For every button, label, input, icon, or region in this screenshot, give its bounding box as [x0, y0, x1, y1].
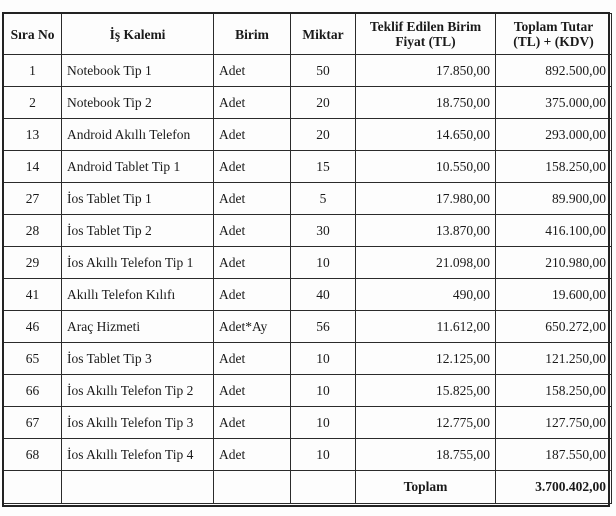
header-toplam-tutar: Toplam Tutar (TL) + (KDV) [496, 14, 612, 55]
cell-birim-fiyat: 18.755,00 [356, 439, 496, 471]
cell-miktar: 10 [291, 247, 356, 279]
header-sira-no: Sıra No [4, 14, 62, 55]
cell-toplam-tutar: 293.000,00 [496, 119, 612, 151]
table-row [4, 183, 612, 215]
cell-sira-no: 28 [4, 215, 62, 247]
total-row [4, 471, 612, 504]
cell-birim: Adet [214, 119, 291, 151]
table-row [4, 87, 612, 119]
cell-toplam-tutar: 121.250,00 [496, 343, 612, 375]
cell-sira-no: 1 [4, 55, 62, 87]
header-is-kalemi: İş Kalemi [62, 14, 214, 55]
table-row [4, 407, 612, 439]
total-empty-cell [291, 471, 356, 504]
cell-birim: Adet [214, 407, 291, 439]
cell-miktar: 56 [291, 311, 356, 343]
cell-sira-no: 27 [4, 183, 62, 215]
cell-birim: Adet*Ay [214, 311, 291, 343]
cell-birim: Adet [214, 55, 291, 87]
cell-toplam-tutar: 210.980,00 [496, 247, 612, 279]
cell-is-kalemi: İos Akıllı Telefon Tip 3 [62, 407, 214, 439]
cell-birim: Adet [214, 151, 291, 183]
cell-birim-fiyat: 490,00 [356, 279, 496, 311]
table-row [4, 311, 612, 343]
cell-is-kalemi: İos Tablet Tip 3 [62, 343, 214, 375]
cell-birim: Adet [214, 215, 291, 247]
cell-toplam-tutar: 416.100,00 [496, 215, 612, 247]
cell-toplam-tutar: 375.000,00 [496, 87, 612, 119]
cell-is-kalemi: İos Tablet Tip 1 [62, 183, 214, 215]
table-row [4, 343, 612, 375]
cell-miktar: 5 [291, 183, 356, 215]
cell-sira-no: 13 [4, 119, 62, 151]
cell-is-kalemi: İos Akıllı Telefon Tip 1 [62, 247, 214, 279]
cell-birim: Adet [214, 375, 291, 407]
header-birim: Birim [214, 14, 291, 55]
table-row [4, 439, 612, 471]
total-label: Toplam [356, 471, 496, 504]
cell-toplam-tutar: 89.900,00 [496, 183, 612, 215]
table-row [4, 215, 612, 247]
total-empty-cell [214, 471, 291, 504]
cell-sira-no: 65 [4, 343, 62, 375]
cell-miktar: 30 [291, 215, 356, 247]
cell-birim-fiyat: 21.098,00 [356, 247, 496, 279]
cell-toplam-tutar: 158.250,00 [496, 375, 612, 407]
cell-toplam-tutar: 650.272,00 [496, 311, 612, 343]
cell-toplam-tutar: 158.250,00 [496, 151, 612, 183]
cell-birim-fiyat: 17.850,00 [356, 55, 496, 87]
cell-birim-fiyat: 10.550,00 [356, 151, 496, 183]
cell-miktar: 10 [291, 407, 356, 439]
price-offer-table [3, 13, 612, 504]
cell-sira-no: 66 [4, 375, 62, 407]
header-birim-fiyat: Teklif Edilen Birim Fiyat (TL) [356, 14, 496, 55]
cell-birim-fiyat: 18.750,00 [356, 87, 496, 119]
table-row [4, 247, 612, 279]
header-miktar: Miktar [291, 14, 356, 55]
cell-is-kalemi: Android Akıllı Telefon [62, 119, 214, 151]
cell-birim-fiyat: 15.825,00 [356, 375, 496, 407]
cell-miktar: 50 [291, 55, 356, 87]
total-value: 3.700.402,00 [496, 471, 612, 504]
table-header-row [4, 14, 612, 55]
cell-birim: Adet [214, 279, 291, 311]
cell-birim-fiyat: 11.612,00 [356, 311, 496, 343]
cell-birim-fiyat: 14.650,00 [356, 119, 496, 151]
cell-miktar: 10 [291, 439, 356, 471]
cell-sira-no: 68 [4, 439, 62, 471]
cell-birim-fiyat: 12.125,00 [356, 343, 496, 375]
cell-is-kalemi: İos Akıllı Telefon Tip 4 [62, 439, 214, 471]
cell-miktar: 15 [291, 151, 356, 183]
cell-birim-fiyat: 17.980,00 [356, 183, 496, 215]
cell-is-kalemi: Notebook Tip 2 [62, 87, 214, 119]
cell-miktar: 10 [291, 343, 356, 375]
cell-sira-no: 2 [4, 87, 62, 119]
cell-birim: Adet [214, 343, 291, 375]
cell-is-kalemi: Akıllı Telefon Kılıfı [62, 279, 214, 311]
table-body [4, 55, 612, 471]
cell-birim: Adet [214, 247, 291, 279]
cell-birim-fiyat: 13.870,00 [356, 215, 496, 247]
cell-birim: Adet [214, 87, 291, 119]
table-row [4, 279, 612, 311]
cell-miktar: 10 [291, 375, 356, 407]
cell-is-kalemi: İos Akıllı Telefon Tip 2 [62, 375, 214, 407]
cell-miktar: 20 [291, 119, 356, 151]
total-empty-cell [62, 471, 214, 504]
table-row [4, 375, 612, 407]
cell-is-kalemi: İos Tablet Tip 2 [62, 215, 214, 247]
cell-is-kalemi: Android Tablet Tip 1 [62, 151, 214, 183]
cell-birim-fiyat: 12.775,00 [356, 407, 496, 439]
cell-toplam-tutar: 187.550,00 [496, 439, 612, 471]
cell-sira-no: 29 [4, 247, 62, 279]
cell-birim: Adet [214, 439, 291, 471]
cell-toplam-tutar: 127.750,00 [496, 407, 612, 439]
cell-is-kalemi: Araç Hizmeti [62, 311, 214, 343]
cell-sira-no: 41 [4, 279, 62, 311]
cell-toplam-tutar: 892.500,00 [496, 55, 612, 87]
cell-miktar: 40 [291, 279, 356, 311]
cell-sira-no: 67 [4, 407, 62, 439]
table-row [4, 119, 612, 151]
total-empty-cell [4, 471, 62, 504]
cell-sira-no: 46 [4, 311, 62, 343]
table-row [4, 55, 612, 87]
cell-miktar: 20 [291, 87, 356, 119]
cell-sira-no: 14 [4, 151, 62, 183]
cell-birim: Adet [214, 183, 291, 215]
cell-is-kalemi: Notebook Tip 1 [62, 55, 214, 87]
table-row [4, 151, 612, 183]
cell-toplam-tutar: 19.600,00 [496, 279, 612, 311]
